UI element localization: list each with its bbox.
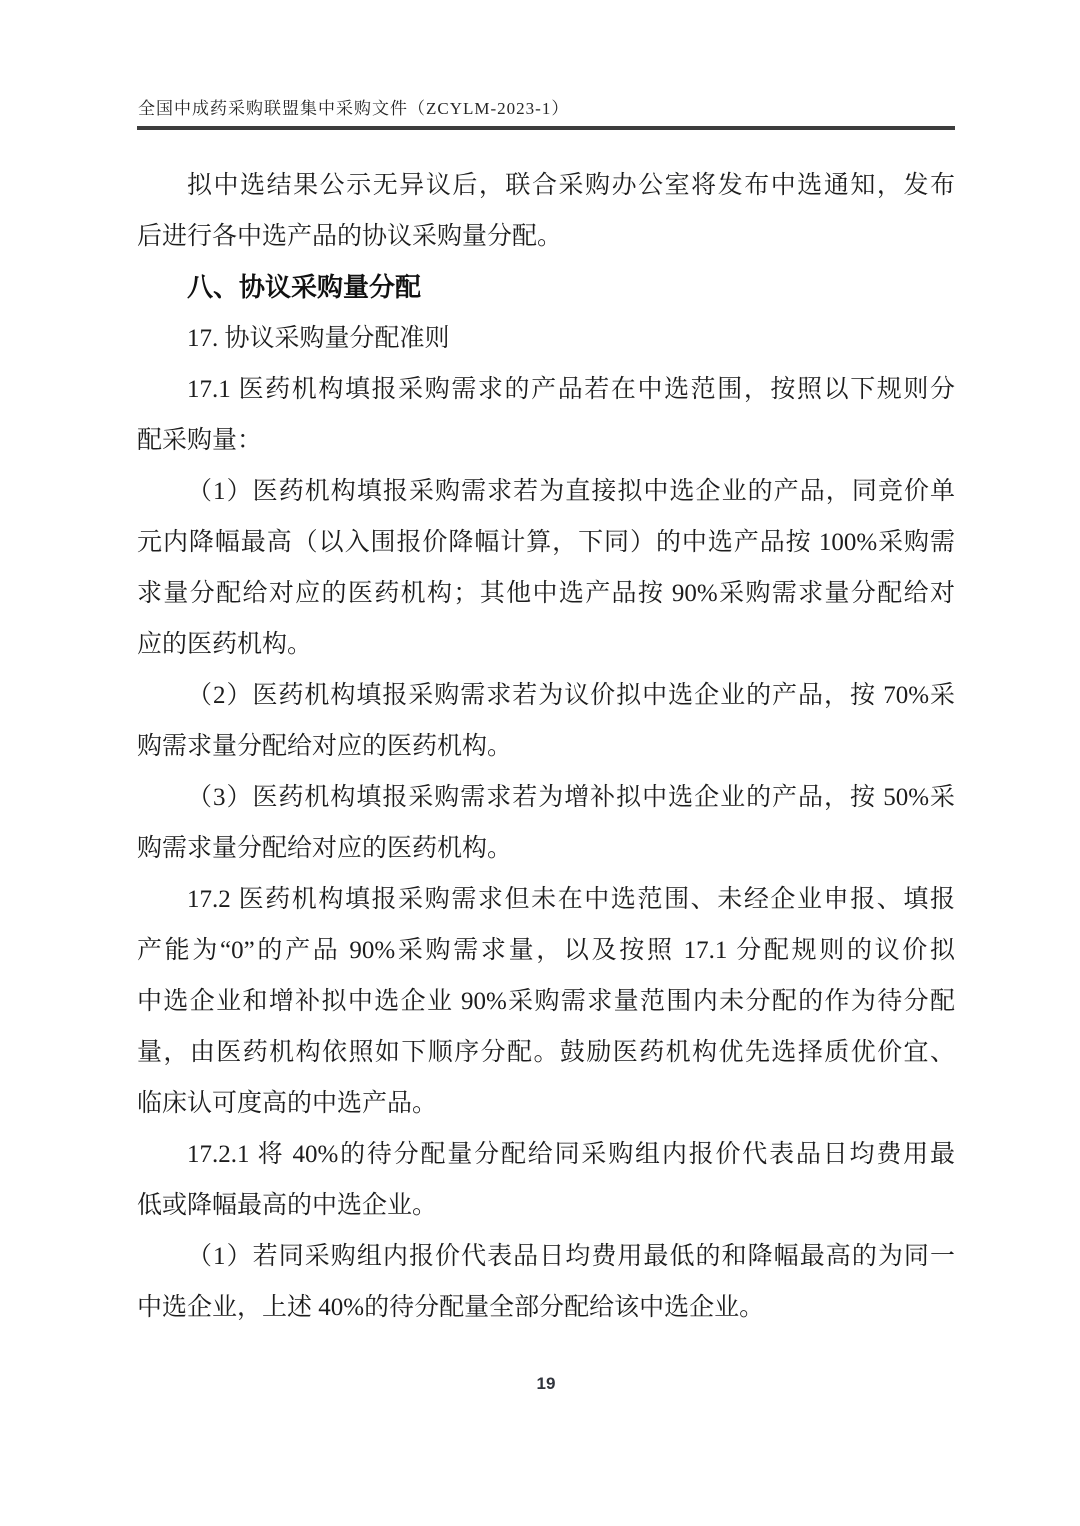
text-line: 17.2 医药机构填报采购需求但未在中选范围、未经企业申报、填报 <box>187 886 955 913</box>
text-line: 求量分配给对应的医药机构；其他中选产品按 90%采购需求量分配给对 <box>137 580 955 607</box>
text-line: 中选企业，上述 40%的待分配量全部分配给该中选企业。 <box>137 1294 765 1321</box>
text-line: 临床认可度高的中选产品。 <box>137 1090 438 1117</box>
text-line: （1）若同采购组内报价代表品日均费用最低的和降幅最高的为同一 <box>187 1243 955 1270</box>
text-line: 拟中选结果公示无异议后，联合采购办公室将发布中选通知，发布 <box>187 172 955 199</box>
document-header-title: 全国中成药采购联盟集中采购文件（ZCYLM-2023-1） <box>138 99 570 118</box>
text-line: 17. 协议采购量分配准则 <box>187 325 450 352</box>
text-line: 配采购量： <box>137 427 263 454</box>
header-rule <box>137 126 955 130</box>
text-line: 产能为“0”的产品 90%采购需求量，以及按照 17.1 分配规则的议价拟 <box>137 937 955 964</box>
text-line: 低或降幅最高的中选企业。 <box>137 1192 438 1219</box>
text-line: （2）医药机构填报采购需求若为议价拟中选企业的产品，按 70%采 <box>187 682 955 709</box>
section-heading: 八、协议采购量分配 <box>187 272 422 302</box>
text-line: 中选企业和增补拟中选企业 90%采购需求量范围内未分配的作为待分配 <box>137 988 955 1015</box>
text-line: 购需求量分配给对应的医药机构。 <box>137 835 513 862</box>
text-line: （3）医药机构填报采购需求若为增补拟中选企业的产品，按 50%采 <box>187 784 955 811</box>
text-line: 购需求量分配给对应的医药机构。 <box>137 733 513 760</box>
text-line: 后进行各中选产品的协议采购量分配。 <box>137 223 563 250</box>
text-line: 17.2.1 将 40%的待分配量分配给同采购组内报价代表品日均费用最 <box>187 1141 955 1168</box>
text-line: 元内降幅最高（以入围报价降幅计算，下同）的中选产品按 100%采购需 <box>137 529 955 556</box>
text-line: 量，由医药机构依照如下顺序分配。鼓励医药机构优先选择质优价宜、 <box>137 1039 955 1066</box>
text-line: （1）医药机构填报采购需求若为直接拟中选企业的产品，同竞价单 <box>187 478 955 505</box>
page-number: 19 <box>536 1374 556 1393</box>
document-body <box>137 160 955 1333</box>
text-line: 17.1 医药机构填报采购需求的产品若在中选范围，按照以下规则分 <box>187 376 955 403</box>
text-line: 应的医药机构。 <box>137 631 313 658</box>
